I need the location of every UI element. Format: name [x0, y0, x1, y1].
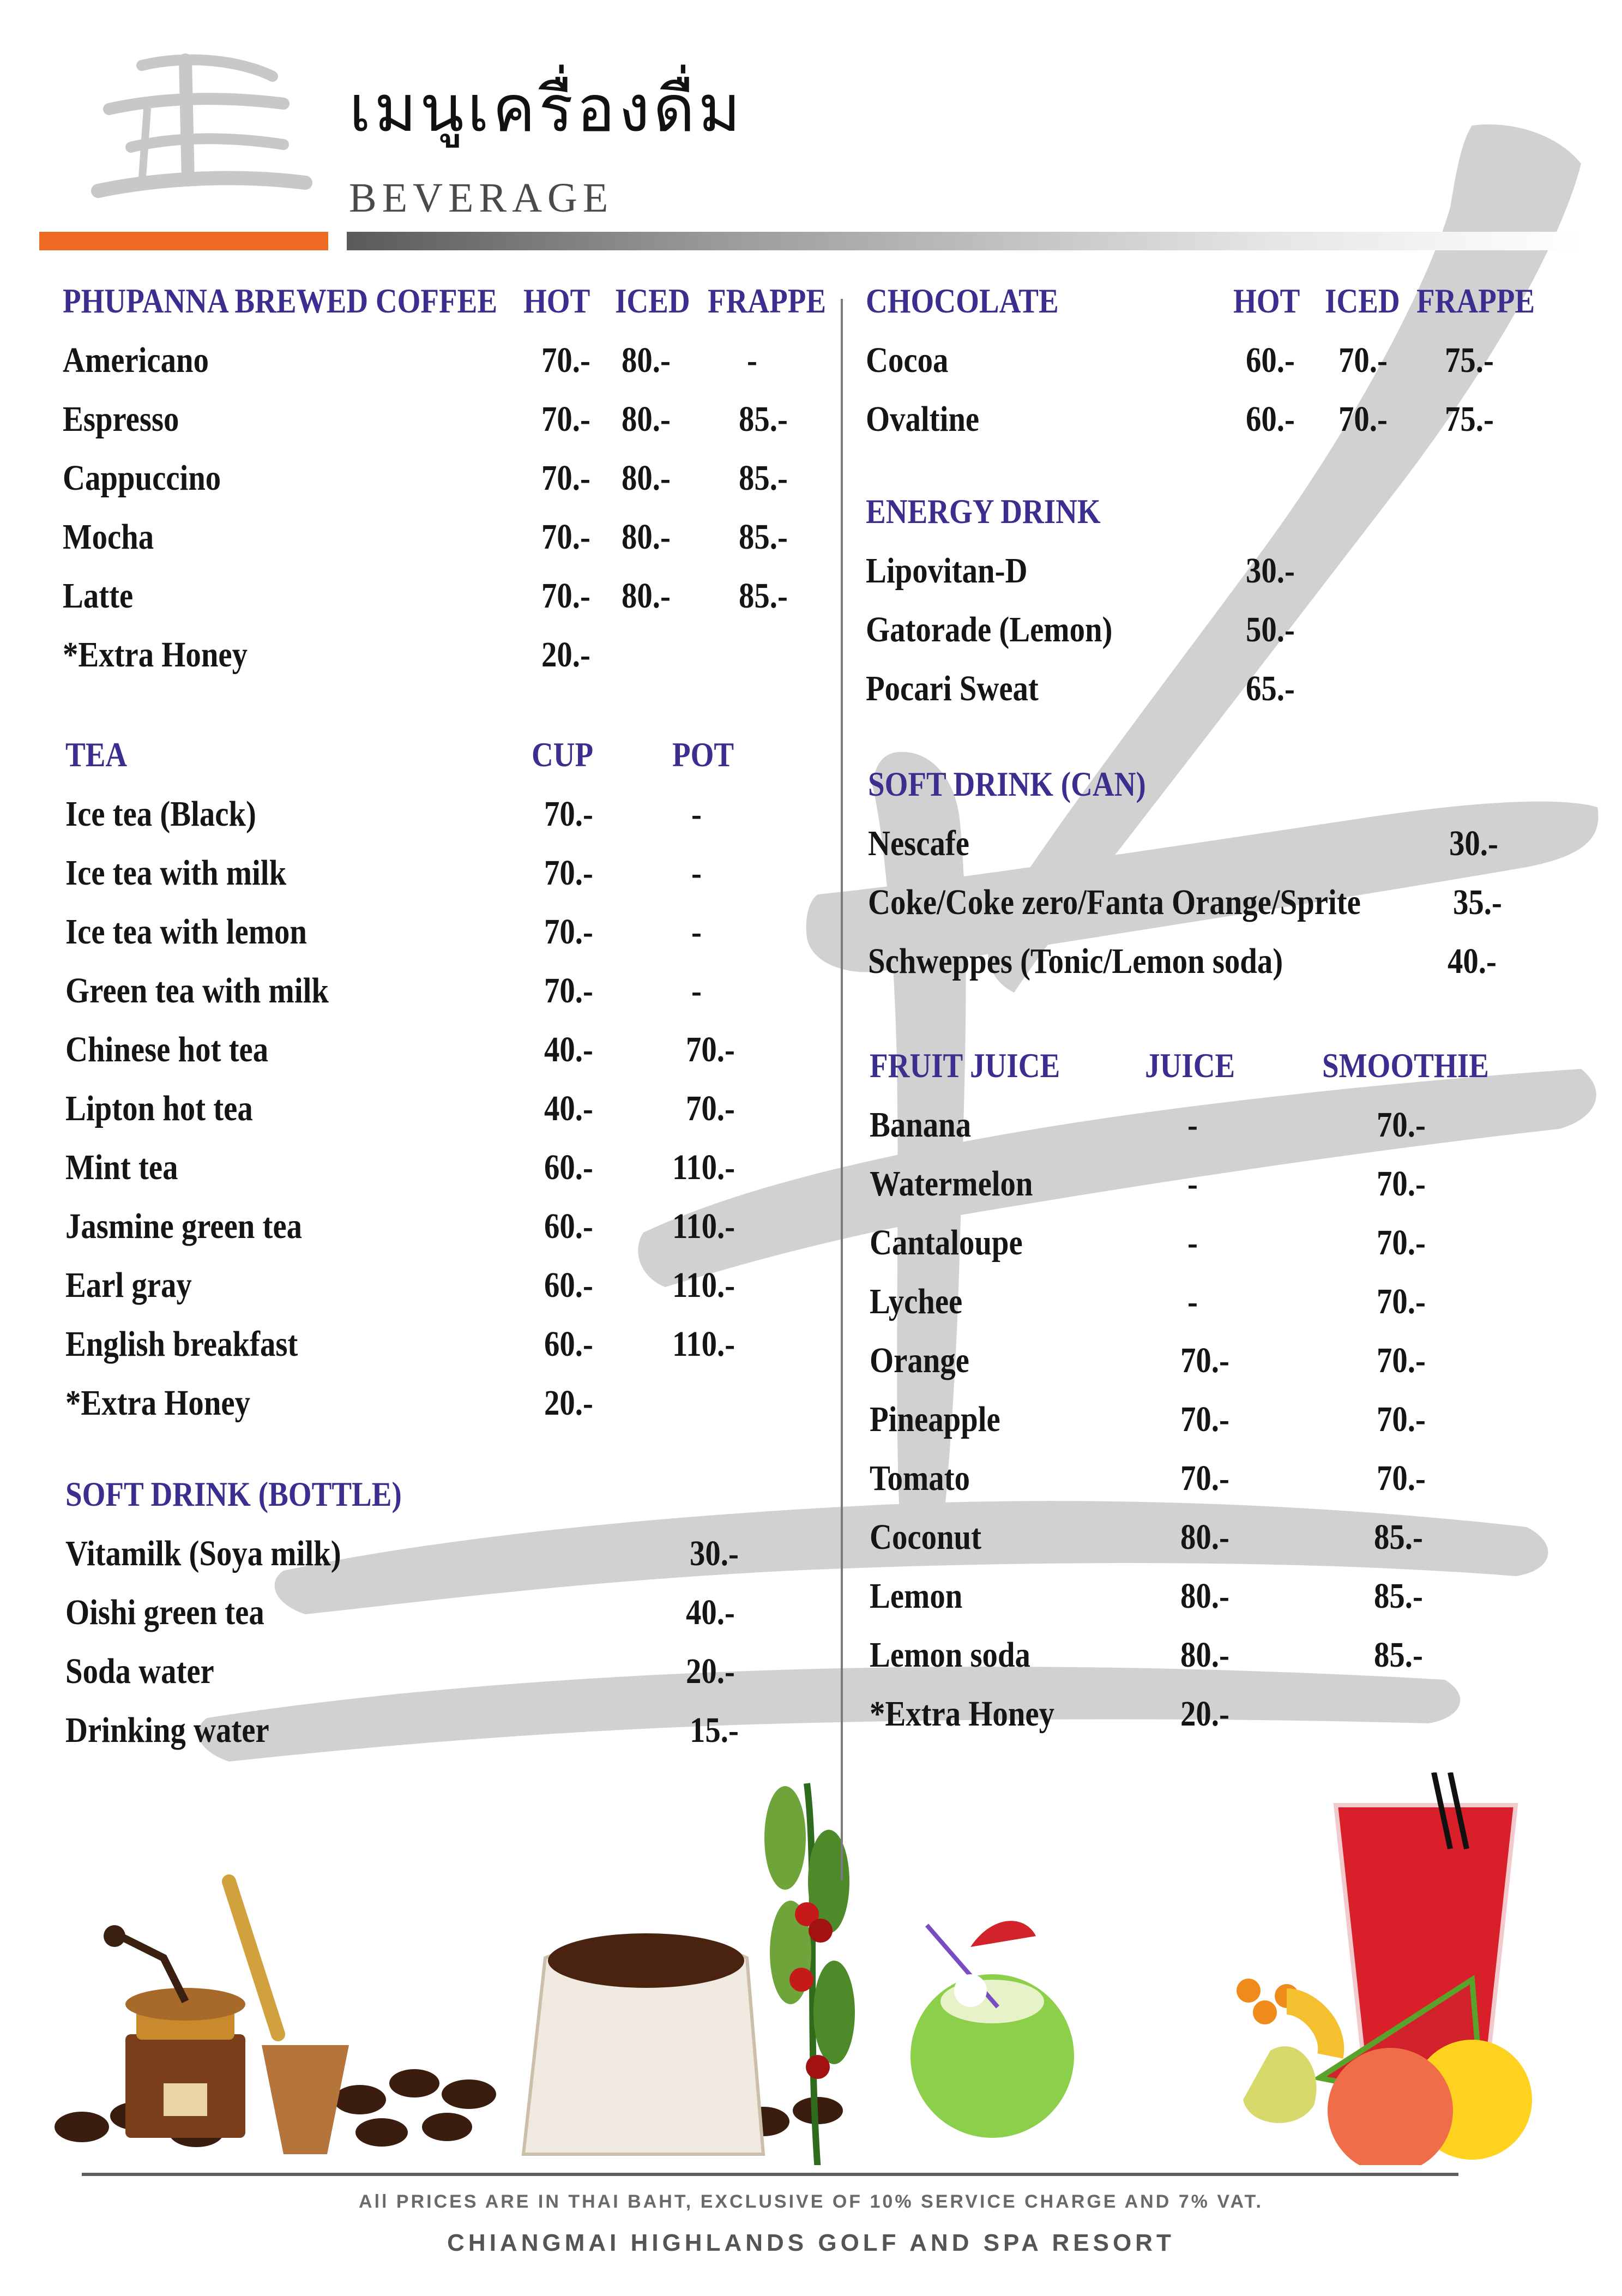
menu-item-price: 30.- — [690, 1534, 739, 1573]
menu-item-price-frappe: 75.- — [1445, 399, 1494, 439]
section-title-tea: TEA — [65, 735, 128, 774]
menu-item-price-frappe: - — [747, 340, 757, 380]
menu-item-name: Lemon soda — [870, 1635, 1030, 1675]
menu-item-price-pot: 110.- — [672, 1147, 735, 1187]
footer-divider — [82, 2173, 1458, 2176]
menu-item-name: Nescafe — [868, 824, 969, 863]
menu-item-name: Pocari Sweat — [866, 669, 1039, 708]
column-header-hot: HOT — [1233, 281, 1300, 320]
menu-item-price: 20.- — [686, 1651, 735, 1691]
column-header-hot: HOT — [523, 281, 590, 320]
menu-item-name: *Extra Honey — [63, 635, 248, 675]
menu-item-price-pot: - — [691, 912, 702, 952]
menu-item-price-juice: - — [1187, 1282, 1198, 1321]
menu-item-price-iced: 80.- — [622, 399, 671, 439]
menu-item-price-iced: 80.- — [622, 517, 671, 557]
page-title-thai: เมนูเครื่องดื่ม — [349, 71, 744, 146]
menu-item-price-smoothie: 70.- — [1377, 1282, 1426, 1321]
menu-item-price-cup: 60.- — [544, 1147, 593, 1187]
menu-item-price-hot: 60.- — [1246, 399, 1295, 439]
menu-item-price: 65.- — [1246, 669, 1295, 708]
menu-item-price: 30.- — [1449, 824, 1498, 863]
menu-item-price-pot: 110.- — [672, 1324, 735, 1364]
menu-item-price-juice: - — [1187, 1164, 1198, 1204]
section-title-chocolate: CHOCOLATE — [866, 281, 1059, 320]
menu-item-price-cup: 60.- — [544, 1206, 593, 1246]
menu-item-price-pot: 110.- — [672, 1206, 735, 1246]
menu-item-name: Green tea with milk — [65, 971, 329, 1011]
column-header-pot: POT — [672, 735, 734, 774]
menu-item-price-pot: - — [691, 853, 702, 893]
resort-logo — [76, 44, 316, 207]
menu-item-name: *Extra Honey — [65, 1383, 250, 1423]
menu-item-price-hot: 70.- — [541, 576, 590, 616]
menu-item-name: Cocoa — [866, 340, 949, 380]
menu-item-price-smoothie: 70.- — [1377, 1458, 1426, 1498]
footer-price-note: All PRICES ARE IN THAI BAHT, EXCLUSIVE OF 10% SERVICE CHARGE AND 7% VAT. — [359, 2191, 1263, 2212]
menu-item-name: Orange — [870, 1341, 969, 1380]
menu-item-name: Ovaltine — [866, 399, 980, 439]
menu-item-name: Mint tea — [65, 1147, 178, 1187]
menu-item-name: Lipton hot tea — [65, 1089, 253, 1128]
column-header-juice: JUICE — [1145, 1046, 1235, 1085]
section-title-energy-drink: ENERGY DRINK — [866, 492, 1101, 531]
menu-item-price-iced: 80.- — [622, 458, 671, 498]
menu-item-price-pot: - — [691, 971, 702, 1011]
menu-item-name: Mocha — [63, 517, 154, 557]
menu-item-name: Soda water — [65, 1651, 214, 1691]
menu-item-name: Ice tea (Black) — [65, 794, 256, 834]
section-title-fruit-juice: FRUIT JUICE — [870, 1046, 1060, 1085]
menu-item-name: Lemon — [870, 1576, 963, 1616]
menu-item-price-cup: 40.- — [544, 1089, 593, 1128]
column-header-frappe: FRAPPE — [708, 281, 827, 320]
menu-item-price-cup: 60.- — [544, 1324, 593, 1364]
menu-item-price: 20.- — [1180, 1694, 1229, 1734]
menu-item-name: Americano — [63, 340, 209, 380]
section-title-coffee: PHUPANNA BREWED COFFEE — [63, 281, 498, 320]
column-divider — [841, 299, 843, 1880]
menu-item-price-hot: 70.- — [541, 517, 590, 557]
accent-bar — [39, 232, 328, 250]
menu-item-name: Drinking water — [65, 1710, 269, 1750]
menu-item-price-juice: 80.- — [1180, 1576, 1229, 1616]
menu-item-name: Jasmine green tea — [65, 1206, 303, 1246]
menu-item-price-smoothie: 70.- — [1377, 1164, 1426, 1204]
column-header-iced: ICED — [615, 281, 690, 320]
section-title-soft-drink-can: SOFT DRINK (CAN) — [868, 765, 1146, 803]
menu-item-name: Chinese hot tea — [65, 1030, 269, 1069]
menu-item-price-iced: 70.- — [1338, 399, 1388, 439]
menu-item-price-smoothie: 85.- — [1374, 1635, 1423, 1675]
menu-item-price-juice: - — [1187, 1105, 1198, 1145]
menu-item-price-frappe: 75.- — [1445, 340, 1494, 380]
menu-item-price-cup: 70.- — [544, 794, 593, 834]
menu-item-name: Coconut — [870, 1517, 981, 1557]
menu-item-price: 35.- — [1453, 882, 1502, 922]
menu-item-price-frappe: 85.- — [739, 576, 788, 616]
menu-item-price-juice: 70.- — [1180, 1399, 1229, 1439]
menu-item-name: Gatorade (Lemon) — [866, 610, 1113, 650]
menu-item-name: Coke/Coke zero/Fanta Orange/Sprite — [868, 882, 1361, 922]
menu-item-price: 40.- — [686, 1592, 735, 1632]
menu-item-price-iced: 70.- — [1338, 340, 1388, 380]
menu-item-price: 30.- — [1246, 551, 1295, 591]
menu-item-price-juice: 70.- — [1180, 1341, 1229, 1380]
column-header-cup: CUP — [532, 735, 594, 774]
menu-item-price-cup: 70.- — [544, 971, 593, 1011]
menu-item-price-pot: 110.- — [672, 1265, 735, 1305]
menu-item-name: Latte — [63, 576, 134, 616]
menu-item-name: Lipovitan-D — [866, 551, 1028, 591]
menu-item-name: Watermelon — [870, 1164, 1033, 1204]
menu-item-price-smoothie: 70.- — [1377, 1105, 1426, 1145]
menu-item-price-pot: - — [691, 794, 702, 834]
menu-item-price-smoothie: 70.- — [1377, 1341, 1426, 1380]
menu-item-name: Lychee — [870, 1282, 963, 1321]
footer-resort-name: CHIANGMAI HIGHLANDS GOLF AND SPA RESORT — [447, 2229, 1175, 2256]
menu-item-name: Oishi green tea — [65, 1592, 264, 1632]
menu-item-price-juice: - — [1187, 1223, 1198, 1263]
menu-item-price-cup: 40.- — [544, 1030, 593, 1069]
menu-item-price-frappe: 85.- — [739, 458, 788, 498]
menu-item-name: *Extra Honey — [870, 1694, 1054, 1734]
menu-item-name: Cappuccino — [63, 458, 221, 498]
menu-item-price-juice: 80.- — [1180, 1635, 1229, 1675]
menu-item-price-hot: 70.- — [541, 399, 590, 439]
menu-item-price-juice: 70.- — [1180, 1458, 1229, 1498]
menu-item-price-hot: 70.- — [541, 340, 590, 380]
menu-item-price-cup: 70.- — [544, 853, 593, 893]
gradient-bar — [347, 232, 1583, 250]
menu-item-price-smoothie: 85.- — [1374, 1517, 1423, 1557]
menu-item-price-iced: 80.- — [622, 576, 671, 616]
menu-item-name: Vitamilk (Soya milk) — [65, 1534, 341, 1573]
menu-item-price-frappe: 85.- — [739, 399, 788, 439]
section-title-soft-drink-bottle: SOFT DRINK (BOTTLE) — [65, 1475, 402, 1513]
column-header-frappe: FRAPPE — [1416, 281, 1535, 320]
menu-item-price-smoothie: 85.- — [1374, 1576, 1423, 1616]
menu-item-price-smoothie: 70.- — [1377, 1399, 1426, 1439]
menu-item-price-juice: 80.- — [1180, 1517, 1229, 1557]
menu-item-name: Cantaloupe — [870, 1223, 1023, 1263]
menu-item-price-cup: 70.- — [544, 912, 593, 952]
menu-item-name: Schweppes (Tonic/Lemon soda) — [868, 941, 1283, 981]
menu-item-price: 15.- — [690, 1710, 739, 1750]
menu-item-name: Ice tea with lemon — [65, 912, 307, 952]
menu-item-price-hot: 70.- — [541, 458, 590, 498]
page-title-english: BEVERAGE — [349, 175, 614, 221]
menu-item-name: English breakfast — [65, 1324, 298, 1364]
menu-item-price-frappe: 85.- — [739, 517, 788, 557]
menu-item-price-smoothie: 70.- — [1377, 1223, 1426, 1263]
menu-item-price-hot: 60.- — [1246, 340, 1295, 380]
menu-item-price: 50.- — [1246, 610, 1295, 650]
menu-item-price-cup: 60.- — [544, 1265, 593, 1305]
menu-item-price-pot: 70.- — [686, 1089, 735, 1128]
menu-item-name: Ice tea with milk — [65, 853, 287, 893]
menu-item-name: Espresso — [63, 399, 179, 439]
menu-item-name: Tomato — [870, 1458, 970, 1498]
menu-item-name: Earl gray — [65, 1265, 192, 1305]
menu-item-price: 20.- — [544, 1383, 593, 1423]
menu-item-price-pot: 70.- — [686, 1030, 735, 1069]
menu-item-name: Pineapple — [870, 1399, 1000, 1439]
column-header-smoothie: SMOOTHIE — [1322, 1046, 1489, 1085]
menu-item-price: 40.- — [1448, 941, 1497, 981]
menu-item-price-iced: 80.- — [622, 340, 671, 380]
menu-item-price: 20.- — [541, 635, 590, 675]
menu-item-name: Banana — [870, 1105, 972, 1145]
column-header-iced: ICED — [1325, 281, 1400, 320]
